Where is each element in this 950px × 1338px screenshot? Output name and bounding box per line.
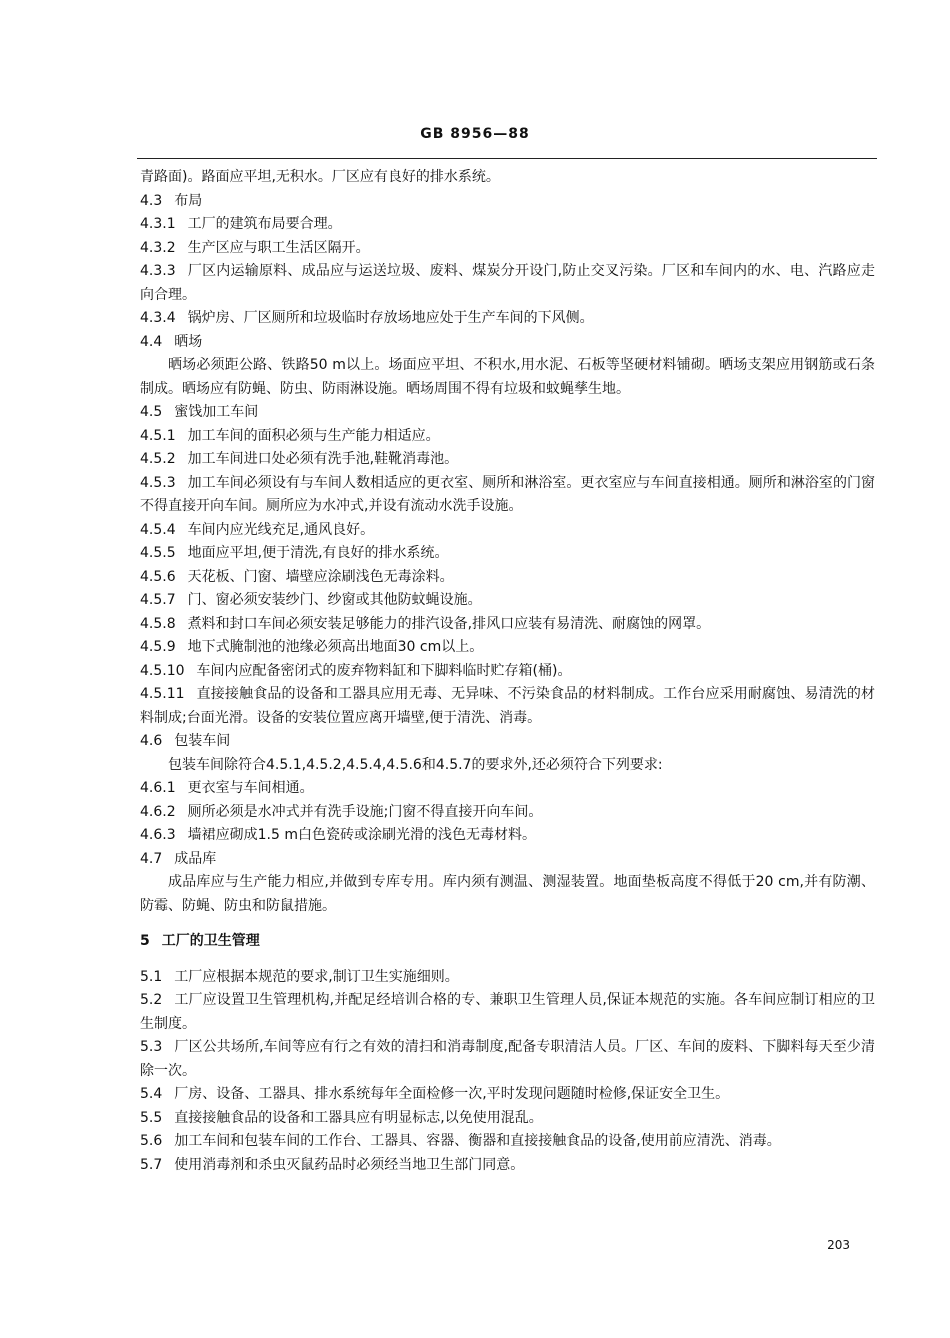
paragraph: [140, 260, 875, 307]
clause-number: 5.1: [140, 968, 163, 985]
clause-text: 厂区内运输原料、成品应与运送垃圾、废料、煤炭分开设门,防止交叉污染。厂区和车间内的水、电、汽路应走向合理。: [140, 263, 875, 303]
clause-text: 车间内应配备密闭式的废弃物料缸和下脚料临时贮存箱(桶)。: [196, 662, 572, 679]
clause-number: 5.2: [140, 992, 163, 1008]
paragraph: [140, 354, 875, 401]
clause-text: 更衣室与车间相通。: [187, 780, 314, 796]
clause-text: 蜜饯加工车间: [174, 404, 259, 420]
clause-text: 锅炉房、厂区厕所和垃圾临时存放场地应处于生产车间的下风侧。: [187, 310, 594, 326]
paragraph: [140, 613, 875, 637]
paragraph: [140, 213, 875, 237]
paragraph: [140, 777, 875, 801]
paragraph: [140, 871, 875, 918]
page-number: 203: [827, 1238, 850, 1252]
clause-number: 4.5.5: [140, 545, 176, 561]
clause-text: 晒场必须距公路、铁路50 m以上。场面应平坦、不积水,用水泥、石板等坚硬材料铺砌。晒场支架应用钢筋或石条制成。晒场应有防蝇、防虫、防雨淋设施。晒场周围不得有垃圾和蚊蝇孳生地。: [140, 357, 875, 397]
paragraph: [140, 519, 875, 543]
clause-number: 5.3: [140, 1039, 163, 1055]
clause-text: 天花板、门窗、墙壁应涂刷浅色无毒涂料。: [187, 568, 454, 585]
clause-text: 厂房、设备、工器具、排水系统每年全面检修一次,平时发现问题随时检修,保证安全卫生。: [174, 1086, 730, 1102]
clause-text: 地下式腌制池的池缘必须高出地面30 cm以上。: [187, 639, 484, 655]
clause-number: 4.5.10: [140, 662, 185, 679]
paragraph: [140, 589, 875, 613]
clause-text: 车间内应光线充足,通风良好。: [187, 521, 375, 538]
paragraph: [140, 566, 875, 590]
clause-text: 加工车间进口处必须有洗手池,鞋靴消毒池。: [187, 451, 459, 467]
clause-number: 4.6: [140, 733, 163, 749]
paragraph: [140, 1036, 875, 1083]
clause-text: 工厂应根据本规范的要求,制订卫生实施细则。: [174, 968, 459, 985]
clause-number: 4.5.1: [140, 427, 176, 444]
clause-number: 5.7: [140, 1156, 163, 1173]
clause-number: 5.6: [140, 1133, 163, 1149]
paragraph: [140, 754, 875, 778]
clause-number: 4.5.4: [140, 521, 176, 538]
paragraph: [140, 801, 875, 825]
paragraph: [140, 660, 875, 684]
clause-number: 4.5.7: [140, 592, 176, 608]
clause-number: 4.3: [140, 192, 163, 209]
paragraph: [140, 989, 875, 1036]
clause-text: 生产区应与职工生活区隔开。: [187, 239, 370, 256]
clause-number: 5.5: [140, 1109, 163, 1126]
clause-text: 加工车间必须设有与车间人数相适应的更衣室、厕所和淋浴室。更衣室应与车间直接相通。厕所和淋浴室的门窗不得直接开向车间。厕所应为水冲式,并设有流动水洗手设施。: [140, 474, 875, 514]
clause-number: 4.5.6: [140, 568, 176, 585]
section-number: 5: [140, 933, 150, 949]
clause-number: 4.3.1: [140, 216, 176, 232]
paragraph: [140, 542, 875, 566]
clause-number: 4.6.1: [140, 780, 176, 796]
clause-number: 4.5.3: [140, 474, 176, 491]
paragraph: [140, 1130, 875, 1154]
paragraph: [140, 472, 875, 519]
paragraph: [140, 1154, 875, 1178]
paragraph: [140, 401, 875, 425]
clause-text: 厕所必须是水冲式并有洗手设施;门窗不得直接开向车间。: [187, 803, 543, 820]
clause-text: 厂区公共场所,车间等应有行之有效的清扫和消毒制度,配备专职清洁人员。厂区、车间的废料、下脚料每天至少清除一次。: [140, 1039, 875, 1079]
clause-number: 4.7: [140, 850, 163, 867]
paragraph: [140, 166, 875, 190]
clause-text: 煮料和封口车间必须安装足够能力的排汽设备,排风口应装有易清洗、耐腐蚀的网罩。: [187, 615, 711, 632]
clause-text: 使用消毒剂和杀虫灭鼠药品时必须经当地卫生部门同意。: [174, 1156, 525, 1173]
paragraph: [140, 824, 875, 848]
clause-text: 晒场: [174, 333, 203, 350]
paragraph: [140, 848, 875, 872]
clause-number: 4.5.2: [140, 451, 176, 467]
clause-number: 4.6.3: [140, 827, 176, 843]
clause-number: 4.4: [140, 333, 163, 350]
page-header: GB 8956—88: [420, 126, 530, 142]
clause-text: 成品库: [174, 850, 217, 867]
paragraph: [140, 331, 875, 355]
clause-text: 门、窗必须安装纱门、纱窗或其他防蚊蝇设施。: [187, 592, 482, 608]
section-4-body: [140, 166, 875, 918]
clause-text: 墙裙应砌成1.5 m白色瓷砖或涂刷光滑的浅色无毒材料。: [187, 827, 536, 843]
paragraph: [140, 448, 875, 472]
section-5-body: [140, 966, 875, 1178]
clause-number: 4.5.8: [140, 615, 176, 632]
clause-text: 加工车间的面积必须与生产能力相适应。: [187, 427, 440, 444]
clause-text: 包装车间除符合4.5.1,4.5.2,4.5.4,4.5.6和4.5.7的要求外,还必须符合下列要求:: [168, 756, 663, 773]
paragraph: [140, 190, 875, 214]
paragraph: [140, 683, 875, 730]
clause-number: 4.6.2: [140, 803, 176, 820]
paragraph: [140, 730, 875, 754]
clause-number: 4.3.4: [140, 310, 176, 326]
paragraph: [140, 636, 875, 660]
paragraph: [140, 307, 875, 331]
section-title: 工厂的卫生管理: [161, 933, 260, 949]
header-rule: [137, 158, 877, 159]
clause-number: 4.5.11: [140, 686, 185, 702]
clause-text: 包装车间: [174, 733, 231, 749]
clause-text: 成品库应与生产能力相应,并做到专库专用。库内须有测温、测湿装置。地面垫板高度不得低于20 cm,并有防潮、防霉、防蝇、防虫和防鼠措施。: [140, 874, 875, 914]
document-body: [140, 166, 875, 1177]
paragraph: [140, 425, 875, 449]
clause-text: 工厂应设置卫生管理机构,并配足经培训合格的专、兼职卫生管理人员,保证本规范的实施。各车间应制订相应的卫生制度。: [140, 992, 875, 1032]
clause-number: 4.5: [140, 404, 163, 420]
clause-text: 青路面)。路面应平坦,无积水。厂区应有良好的排水系统。: [140, 169, 500, 185]
clause-number: 4.3.3: [140, 263, 176, 279]
clause-text: 直接接触食品的设备和工器具应用无毒、无异味、不污染食品的材料制成。工作台应采用耐腐蚀、易清洗的材料制成;台面光滑。设备的安装位置应离开墙壁,便于清洗、消毒。: [140, 686, 875, 726]
clause-text: 直接接触食品的设备和工器具应有明显标志,以免使用混乱。: [174, 1109, 543, 1126]
clause-text: 工厂的建筑布局要合理。: [187, 216, 342, 232]
section-5-heading: [140, 930, 875, 954]
clause-text: 加工车间和包装车间的工作台、工器具、容器、衡器和直接接触食品的设备,使用前应清洗、消毒。: [174, 1133, 781, 1149]
paragraph: [140, 1083, 875, 1107]
clause-number: 4.5.9: [140, 639, 176, 655]
clause-number: 4.3.2: [140, 239, 176, 256]
paragraph: [140, 237, 875, 261]
paragraph: [140, 966, 875, 990]
clause-text: 地面应平坦,便于清洗,有良好的排水系统。: [187, 545, 449, 561]
clause-number: 5.4: [140, 1086, 163, 1102]
clause-text: 布局: [174, 192, 203, 209]
paragraph: [140, 1107, 875, 1131]
